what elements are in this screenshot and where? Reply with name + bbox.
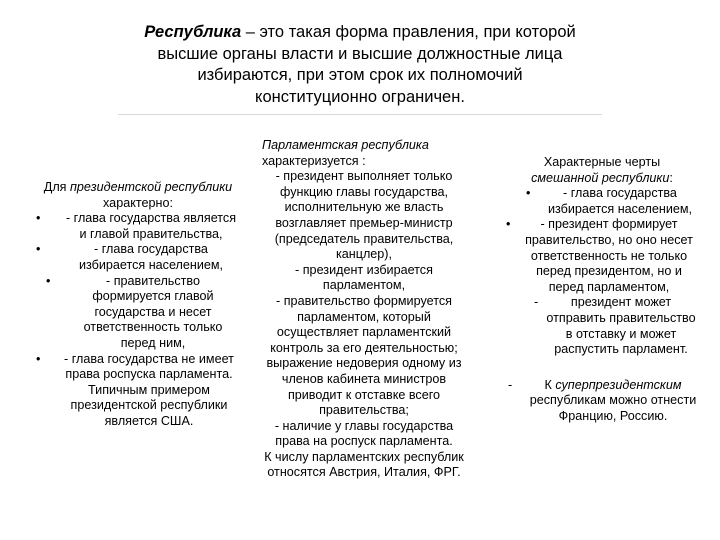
definition-term: Республика [144,23,242,41]
list-item: • - глава государства избирается населением, [36,242,224,272]
parliamentary-subheading: характеризуется : [262,153,366,168]
mixed-republic-column [504,155,700,425]
bullet-icon: • [506,217,511,232]
bullet-icon: • [46,273,51,288]
list-item: • - глава государства избирается населением, [526,186,693,216]
mixed-intro: Характерные черты смешанной республики: [531,155,673,185]
parliamentary-examples: К числу парламентских республик относятся Австрия, Италия, ФРГ. [264,449,464,480]
list-item: • - глава государства является и главой правительства, [36,211,237,241]
divider [118,114,602,115]
list-item: - правительство формируется парламентом, который осуществляет парламентский контроль за его деятельностью; выражение недоверия одному из членов кабинета министров приводит к отставке всего правительства; [266,293,462,418]
list-item: • - правительство формируется главой государства и несет ответственность только перед ним, [46,273,223,350]
list-item: - наличие у главы государства права на роспуск парламента. [274,418,454,449]
dash-icon: - [534,295,539,310]
list-item: - президент может отправить правительство в отставку и может распустить парламент. [534,295,696,357]
bullet-icon: • [36,242,41,257]
list-item: • - президент формирует правительство, но оно несет ответственность не только перед президентом, но и перед парламентом, [506,217,693,294]
dash-icon: - [508,377,513,392]
bullet-icon: • [36,211,41,226]
presidential-intro: Для президентской республики характерно: [43,180,233,210]
definition-heading [140,22,580,108]
parliamentary-republic-column [258,138,470,481]
list-item: - президент избирается парламентом, [295,262,433,293]
definition-text: – это такая форма правления, при которой высшие органы власти и высшие должностные лица избираются, при этом срок их полномочий конституционно ограничен. [157,23,576,106]
list-item: - К суперпрезидентским республикам можно отнести Францию, Россию. [508,377,697,423]
list-item: - президент выполняет только функцию главы государства, исполнительную же власть возглавляет премьер-министр (председатель правительства, канцлер), [274,169,454,262]
list-item: • - глава государства не имеет права роспуска парламента. Типичным примером президентской республики является США. [36,351,234,428]
bullet-icon: • [36,351,41,366]
presidential-republic-column [36,180,240,430]
bullet-icon: • [526,186,531,201]
parliamentary-heading: Парламентская республика [262,138,429,152]
